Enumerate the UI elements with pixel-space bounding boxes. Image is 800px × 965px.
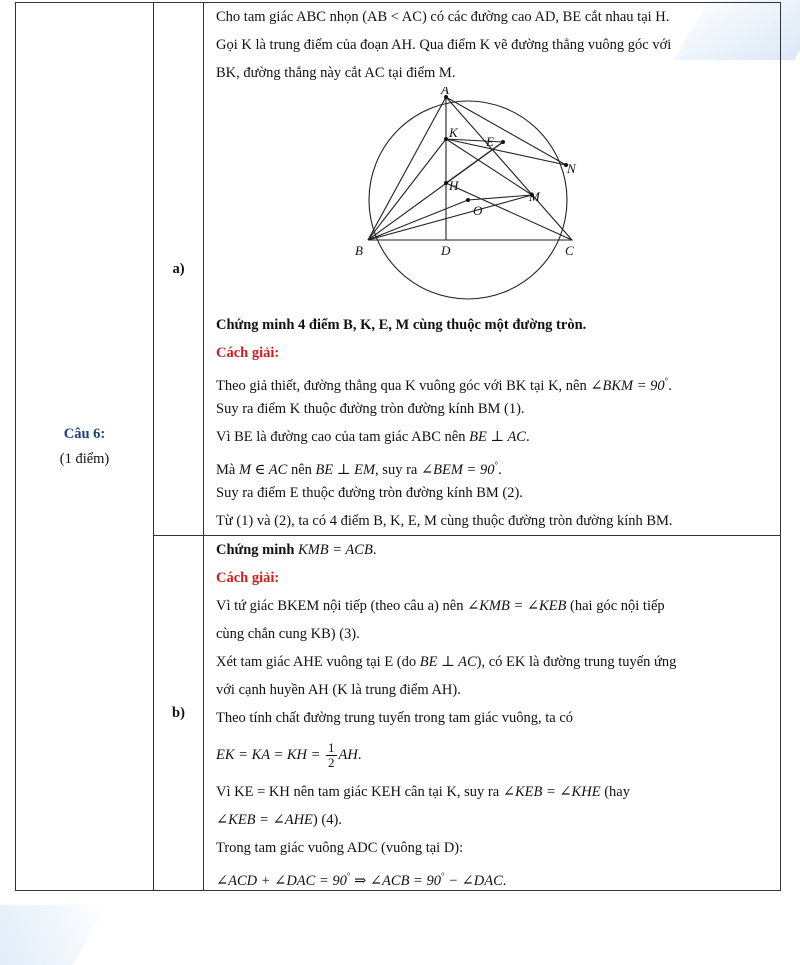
figure-svg [353,87,583,302]
proof-line: Suy ra điểm E thuộc đường tròn đường kính BM (2). [216,485,523,501]
label-point-b: B [355,243,363,258]
proof-line: Trong tam giác vuông ADC (vuông tại D): [216,840,464,856]
label-point-e: E [486,134,494,149]
decor-corner-bottom-left [0,905,107,965]
part-a-label: a) [154,3,204,536]
part-a-content [204,3,781,536]
geometry-figure [216,87,774,305]
proof-line: Suy ra điểm K thuộc đường tròn đường kính BM (1). [216,401,525,417]
segment-kn [446,139,566,165]
part-a-claim: Chứng minh 4 điểm B, K, E, M cùng thuộc một đường tròn. [216,317,587,333]
segment-bm [368,195,532,240]
segment-hc [446,183,572,240]
part-b-label: b) [154,536,204,891]
segment-he [446,142,503,183]
part-b-claim: Chứng minh KMB = ACB. [216,542,377,558]
fraction-one-half: $\frac{1}{2}$ [328,740,335,771]
triangle-abc [368,97,572,240]
question-label: Câu 6: [63,425,106,442]
label-point-h: H [449,178,459,193]
proof-line: Vì BE là đường cao của tam giác ABC nên BE ⊥ AC. [216,429,530,445]
proof-line: Vì tứ giác BKEM nội tiếp (theo câu a) nên ∠KMB = ∠KEB (hai góc nội tiếp [216,598,665,614]
proof-line: Từ (1) và (2), ta có 4 điểm B, K, E, M cùng thuộc đường tròn đường kính BM. [216,513,673,529]
label-point-a: A [441,87,449,97]
proof-line: với cạnh huyền AH (K là trung điểm AH). [216,682,461,698]
segment-an [446,97,566,165]
label-point-o: O [473,203,483,218]
problem-line: Gọi K là trung điểm của đoạn AH. Qua điểm K vẽ đường thẳng vuông góc với [216,37,672,53]
proof-line: Xét tam giác AHE vuông tại E (do BE ⊥ AC), có EK là đường trung tuyến ứng [216,654,677,670]
question-cell [16,3,154,891]
label-point-m: M [529,189,540,204]
formula-line: ∠ACD + ∠DAC = 90° ⇒ ∠ACB = 90° − ∠DAC. [216,871,507,889]
problem-line: Cho tam giác ABC nhọn (AB < AC) có các đường cao AD, BE cắt nhau tại H. [216,9,670,25]
problem-line: BK, đường thẳng này cắt AC tại điểm M. [216,65,456,81]
part-b-method-label: Cách giải: [216,570,280,586]
proof-line: ∠KEB = ∠AHE) (4). [216,812,342,828]
solution-table [15,2,781,891]
part-b-content [204,536,781,891]
formula-line: EK = KA = KH = $\frac{1}{2}$ AH. [216,740,362,771]
label-point-k: K [449,125,458,140]
proof-line: Mà M ∈ AC nên BE ⊥ EM, suy ra ∠BEM = 90°. [216,460,502,478]
part-a-method-label: Cách giải: [216,345,280,361]
label-point-d: D [441,243,451,258]
proof-line: Vì KE = KH nên tam giác KEH cân tại K, suy ra ∠KEB = ∠KHE (hay [216,784,630,800]
label-point-c: C [565,243,574,258]
proof-line: Theo giả thiết, đường thẳng qua K vuông góc với BK tại K, nên ∠BKM = 90°. [216,376,672,394]
question-points: (1 điểm) [59,450,110,467]
proof-line: cùng chắn cung KB) (3). [216,626,360,642]
proof-line: Theo tính chất đường trung tuyến trong tam giác vuông, ta có [216,710,573,726]
label-point-n: N [567,161,576,176]
